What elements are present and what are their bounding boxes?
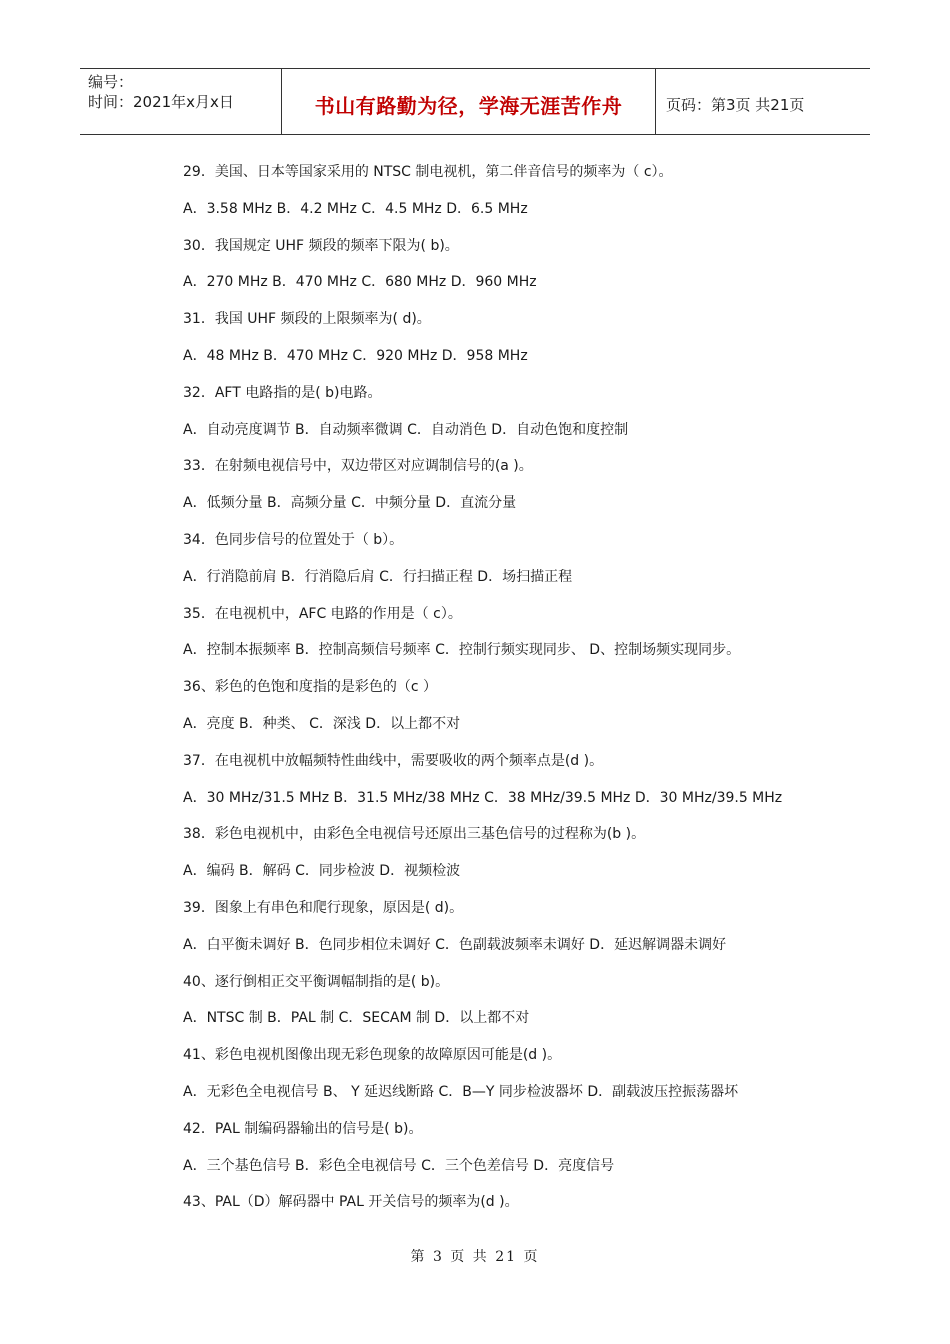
- page-info: 页码：第3页 共21页: [666, 96, 805, 114]
- number-label: 编号：: [88, 73, 134, 91]
- page-footer: 第 3 页 共 21 页: [410, 1249, 540, 1265]
- question-line: 41、彩色电视机图像出现无彩色现象的故障原因可能是(d )。: [183, 1047, 562, 1064]
- question-line: 33．在射频电视信号中，双边带区对应调制信号的(a )。: [183, 458, 533, 475]
- answer-options: A．30 MHz/31.5 MHz B．31.5 MHz/38 MHz C．38 MHz/39.5 MHz D．30 MHz/39.5 MHz: [183, 789, 783, 806]
- motto-text: 书山有路勤为径，学海无涯苦作舟: [314, 94, 623, 118]
- answer-options: A．编码 B．解码 C．同步检波 D．视频检波: [183, 863, 461, 880]
- answer-options: A．自动亮度调节 B．自动频率微调 C．自动消色 D．自动色饱和度控制: [183, 421, 629, 438]
- answer-options: A．亮度 B．种类、 C．深浅 D．以上都不对: [183, 715, 461, 732]
- answer-options: A．270 MHz B．470 MHz C．680 MHz D．960 MHz: [183, 274, 537, 291]
- question-line: 29．美国、日本等国家采用的 NTSC 制电视机，第二伴音信号的频率为（ c）。: [183, 164, 673, 180]
- question-line: 31．我国 UHF 频段的上限频率为( d)。: [183, 311, 431, 328]
- question-line: 32．AFT 电路指的是( b)电路。: [183, 384, 382, 401]
- answer-options: A．NTSC 制 B．PAL 制 C．SECAM 制 D．以上都不对: [183, 1010, 530, 1027]
- question-line: 36、彩色的色饱和度指的是彩色的（c ）: [183, 679, 437, 696]
- answer-options: A．白平衡未调好 B．色同步相位未调好 C．色副载波频率未调好 D．延迟解调器未调好: [183, 936, 727, 953]
- answer-options: A．无彩色全电视信号 B、 Y 延迟线断路 C．B—Y 同步检波器坏 D．副载波压控振荡器坏: [183, 1083, 739, 1100]
- question-line: 35．在电视机中，AFC 电路的作用是（ c）。: [183, 605, 462, 622]
- question-line: 40、逐行倒相正交平衡调幅制指的是( b)。: [183, 973, 450, 990]
- header-page-cell: [656, 69, 870, 134]
- question-line: 43、PAL（D）解码器中 PAL 开关信号的频率为(d )。: [183, 1194, 519, 1211]
- answer-options: A．控制本振频率 B．控制高频信号频率 C．控制行频实现同步、 D、控制场频实现同步。: [183, 642, 741, 659]
- answer-options: A．行消隐前肩 B．行消隐后肩 C．行扫描正程 D．场扫描正程: [183, 568, 573, 585]
- answer-options: A．48 MHz B．470 MHz C．920 MHz D．958 MHz: [183, 347, 528, 364]
- question-line: 37．在电视机中放幅频特性曲线中，需要吸收的两个频率点是(d )。: [183, 752, 604, 769]
- question-line: 30．我国规定 UHF 频段的频率下限为( b)。: [183, 237, 459, 254]
- question-line: 42．PAL 制编码器输出的信号是( b)。: [183, 1120, 423, 1137]
- header-motto-cell: [282, 69, 656, 134]
- document-header: [80, 68, 870, 135]
- answer-options: A．三个基色信号 B．彩色全电视信号 C．三个色差信号 D．亮度信号: [183, 1157, 615, 1174]
- question-list: [183, 160, 883, 1227]
- question-line: 34．色同步信号的位置处于（ b）。: [183, 531, 404, 548]
- answer-options: A．低频分量 B．高频分量 C．中频分量 D．直流分量: [183, 495, 517, 512]
- header-meta: [80, 69, 282, 134]
- question-line: 39．图象上有串色和爬行现象，原因是( d)。: [183, 899, 464, 916]
- answer-options: A．3.58 MHz B．4.2 MHz C．4.5 MHz D．6.5 MHz: [183, 200, 528, 217]
- question-line: 38．彩色电视机中，由彩色全电视信号还原出三基色信号的过程称为(b )。: [183, 826, 646, 843]
- date-label: 时间：2021年x月x日: [88, 93, 234, 111]
